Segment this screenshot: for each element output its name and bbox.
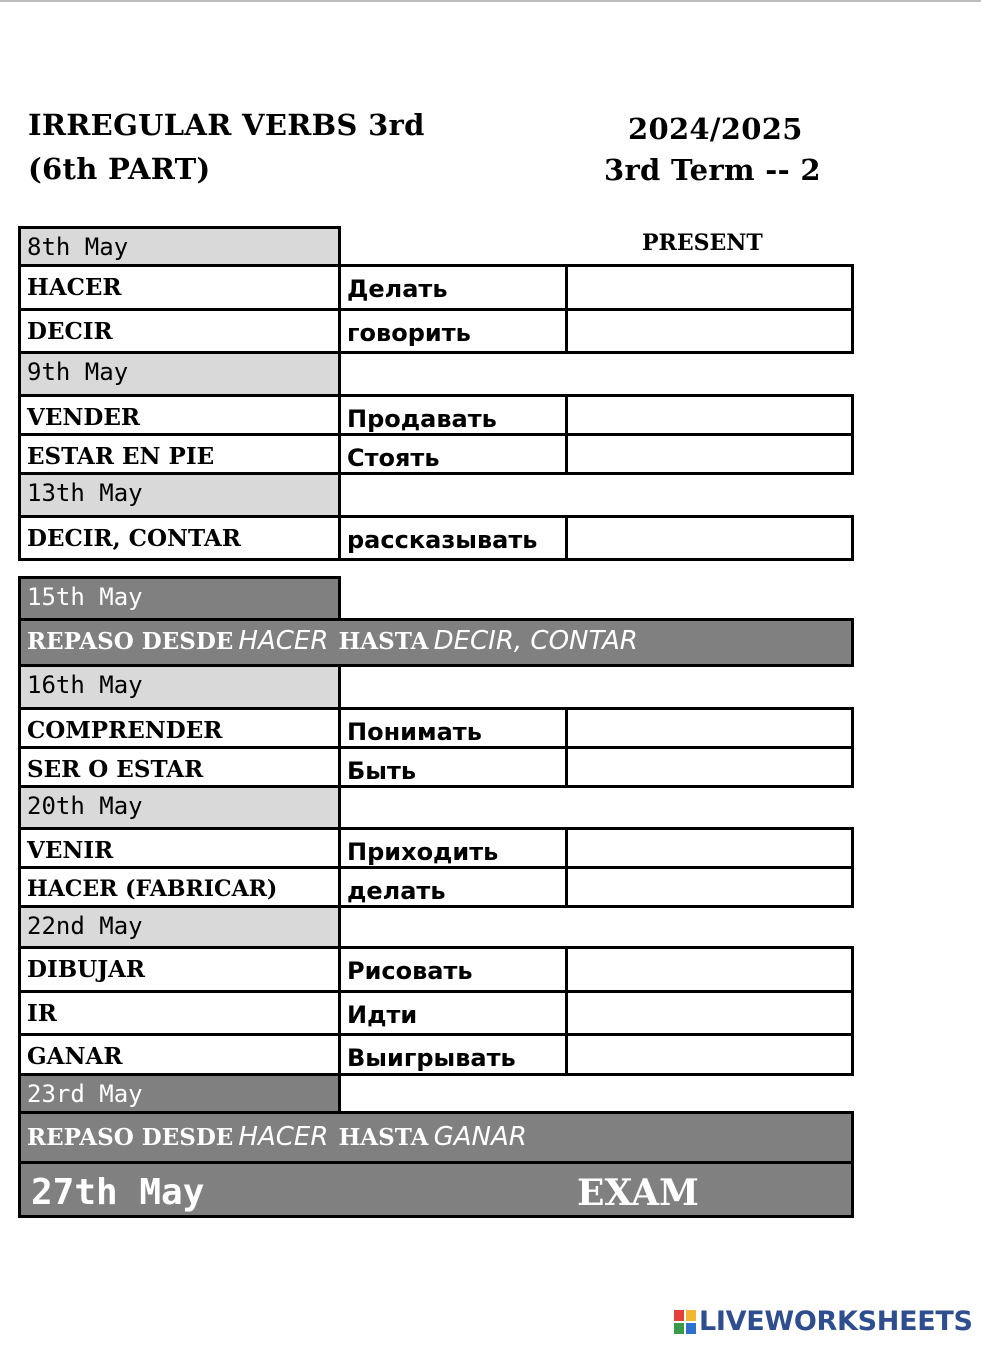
verb-spanish: VENDER (18, 394, 341, 436)
exam-date: 27th May (31, 1172, 205, 1213)
review-word: REPASO DESDE (27, 1124, 234, 1151)
present-answer-box[interactable] (565, 990, 854, 1036)
verb-spanish: IR (18, 990, 341, 1036)
verb-spanish: SER O ESTAR (18, 746, 341, 788)
liveworksheets-logo-icon (674, 1310, 696, 1334)
review-to-verb: DECIR, CONTAR (433, 626, 638, 656)
liveworksheets-logo-text: LIVEWORKSHEETS (699, 1306, 973, 1337)
verb-spanish: HACER (FABRICAR) (18, 866, 341, 908)
present-answer-box[interactable] (565, 746, 854, 788)
verb-russian: Быть (338, 746, 568, 788)
verb-russian: делать (338, 866, 568, 908)
present-answer-box[interactable] (565, 515, 854, 561)
verb-russian: говорить (338, 308, 568, 354)
exam-label: EXAM (577, 1172, 699, 1214)
date-label: 13th May (18, 472, 341, 518)
review-to-verb: GANAR (433, 1122, 527, 1152)
present-answer-box[interactable] (565, 827, 854, 869)
top-border-line (0, 0, 981, 2)
review-banner (18, 618, 854, 667)
review-from-verb: HACER (238, 626, 329, 656)
date-label: 8th May (18, 226, 341, 267)
worksheet-title: IRREGULAR VERBS 3rd (28, 108, 425, 142)
review-word: REPASO DESDE (27, 628, 234, 655)
school-year: 2024/2025 (628, 112, 803, 146)
present-answer-box[interactable] (565, 1033, 854, 1076)
term-label: 3rd Term -- 2 (604, 153, 821, 187)
review-date-label: 23rd May (18, 1073, 341, 1114)
verb-spanish: ESTAR EN PIE (18, 433, 341, 475)
review-word: HASTA (338, 628, 429, 655)
review-from-verb: HACER (238, 1122, 329, 1152)
verb-russian: Стоять (338, 433, 568, 475)
worksheet-subtitle: (6th PART) (28, 152, 211, 186)
verb-spanish: COMPRENDER (18, 707, 341, 749)
present-answer-box[interactable] (565, 707, 854, 749)
present-answer-box[interactable] (565, 394, 854, 436)
verb-russian: Понимать (338, 707, 568, 749)
verb-russian: Идти (338, 990, 568, 1036)
review-word: HASTA (338, 1124, 429, 1151)
present-column-header: PRESENT (642, 230, 763, 256)
present-answer-box[interactable] (565, 264, 854, 311)
verb-russian: Выигрывать (338, 1033, 568, 1076)
verb-spanish: DIBUJAR (18, 946, 341, 993)
verb-russian: рассказывать (338, 515, 568, 561)
present-answer-box[interactable] (565, 946, 854, 993)
present-answer-box[interactable] (565, 433, 854, 475)
exam-banner (18, 1161, 854, 1218)
review-date-label: 15th May (18, 576, 341, 621)
verb-spanish: GANAR (18, 1033, 341, 1076)
present-answer-box[interactable] (565, 866, 854, 908)
verb-spanish: DECIR (18, 308, 341, 354)
verb-spanish: VENIR (18, 827, 341, 869)
date-label: 20th May (18, 785, 341, 830)
verb-russian: Делать (338, 264, 568, 311)
date-label: 16th May (18, 664, 341, 710)
verb-spanish: DECIR, CONTAR (18, 515, 341, 561)
date-label: 22nd May (18, 905, 341, 949)
review-banner (18, 1111, 854, 1164)
verb-russian: Продавать (338, 394, 568, 436)
date-label: 9th May (18, 351, 341, 397)
present-answer-box[interactable] (565, 308, 854, 354)
liveworksheets-logo (674, 1306, 973, 1337)
verb-spanish: HACER (18, 264, 341, 311)
verb-russian: Рисовать (338, 946, 568, 993)
verb-russian: Приходить (338, 827, 568, 869)
